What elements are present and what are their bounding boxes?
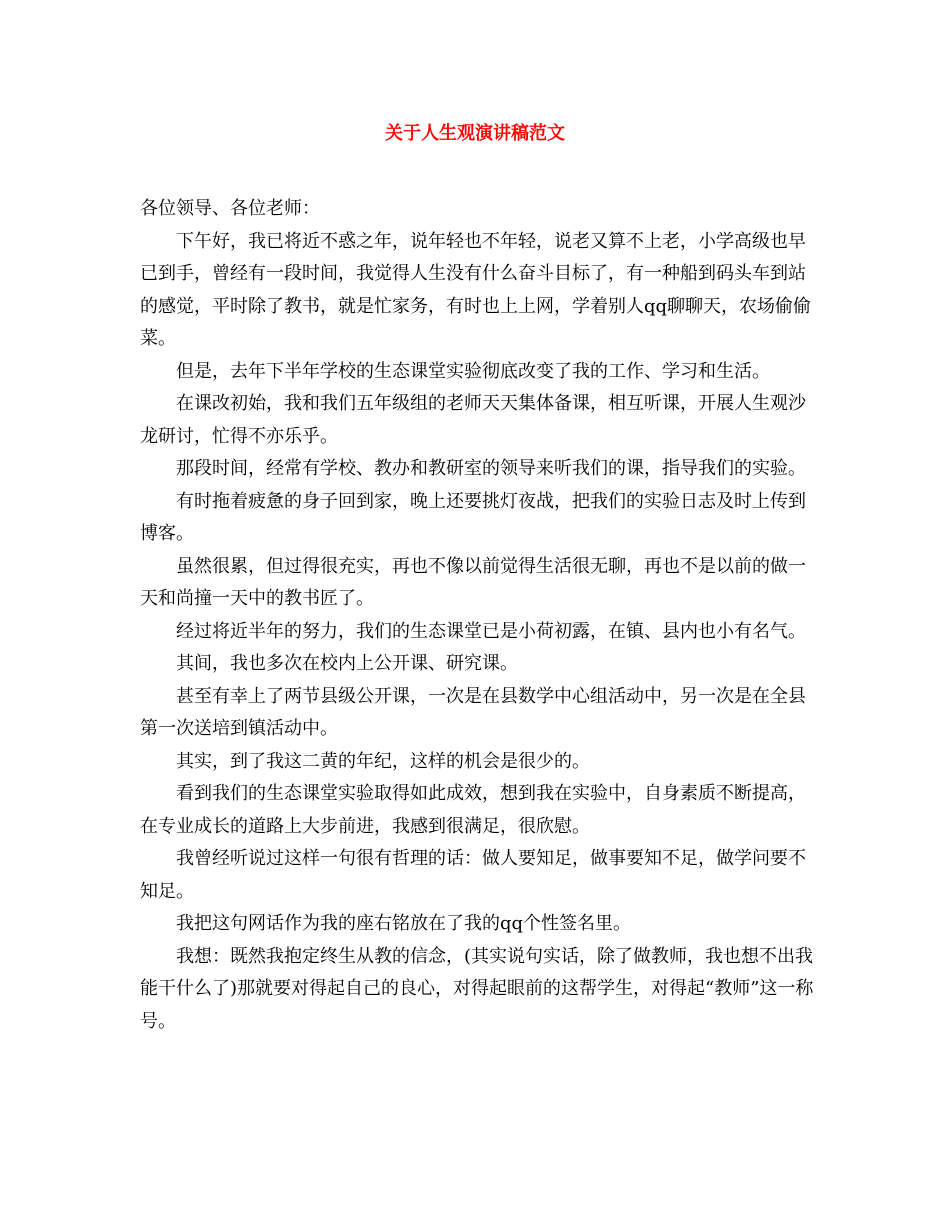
paragraph: 其间，我也多次在校内上公开课、研究课。 <box>176 653 518 674</box>
paragraph: 虽然很累，但过得很充实，再也不像以前觉得生活很无聊，再也不是以前的做一天和尚撞一天中的教书匠了。 <box>140 555 806 609</box>
paragraph: 看到我们的生态课堂实验取得如此成效，想到我在实验中，自身素质不断提高，在专业成长的道路上大步前进，我感到很满足，很欣慰。 <box>140 783 806 837</box>
paragraph: 有时拖着疲惫的身子回到家，晚上还要挑灯夜战，把我们的实验日志及时上传到博客。 <box>140 490 806 544</box>
paragraph: 那段时间，经常有学校、教办和教研室的领导来听我们的课，指导我们的实验。 <box>176 458 806 479</box>
paragraph: 甚至有幸上了两节县级公开课，一次是在县数学中心组活动中，另一次是在全县第一次送培到镇活动中。 <box>140 685 806 739</box>
paragraph: 下午好，我已将近不惑之年，说年轻也不年轻，说老又算不上老，小学高级也早已到手，曾经有一段时间，我觉得人生没有什么奋斗目标了，有一种船到码头车到站的感觉，平时除了教书，就是忙家务，有时也上上网，学着别人qq聊聊天，农场偷偷菜。 <box>140 230 812 349</box>
salutation: 各位领导、各位老师： <box>140 198 320 219</box>
paragraph: 但是，去年下半年学校的生态课堂实验彻底改变了我的工作、学习和生活。 <box>176 360 770 382</box>
paragraph: 我曾经听说过这样一句很有哲理的话：做人要知足，做事要知不足，做学问要不知足。 <box>140 848 806 902</box>
document-body <box>140 193 820 1038</box>
paragraph: 经过将近半年的努力，我们的生态课堂已是小荷初露，在镇、县内也小有名气。 <box>176 620 806 642</box>
document-title: 关于人生观演讲稿范文 <box>385 123 565 144</box>
paragraph: 在课改初始，我和我们五年级组的老师天天集体备课，相互听课，开展人生观沙龙研讨，忙得不亦乐乎。 <box>140 393 806 447</box>
paragraph: 我把这句网话作为我的座右铭放在了我的qq个性签名里。 <box>176 913 632 934</box>
paragraph: 其实，到了我这二黄的年纪，这样的机会是很少的。 <box>176 750 590 772</box>
paragraph: 我想：既然我抱定终生从教的信念，(其实说句实话，除了做教师，我也想不出我能干什么了)那就要对得起自己的良心，对得起眼前的这帮学生，对得起“教师”这一称号。 <box>140 945 814 1032</box>
